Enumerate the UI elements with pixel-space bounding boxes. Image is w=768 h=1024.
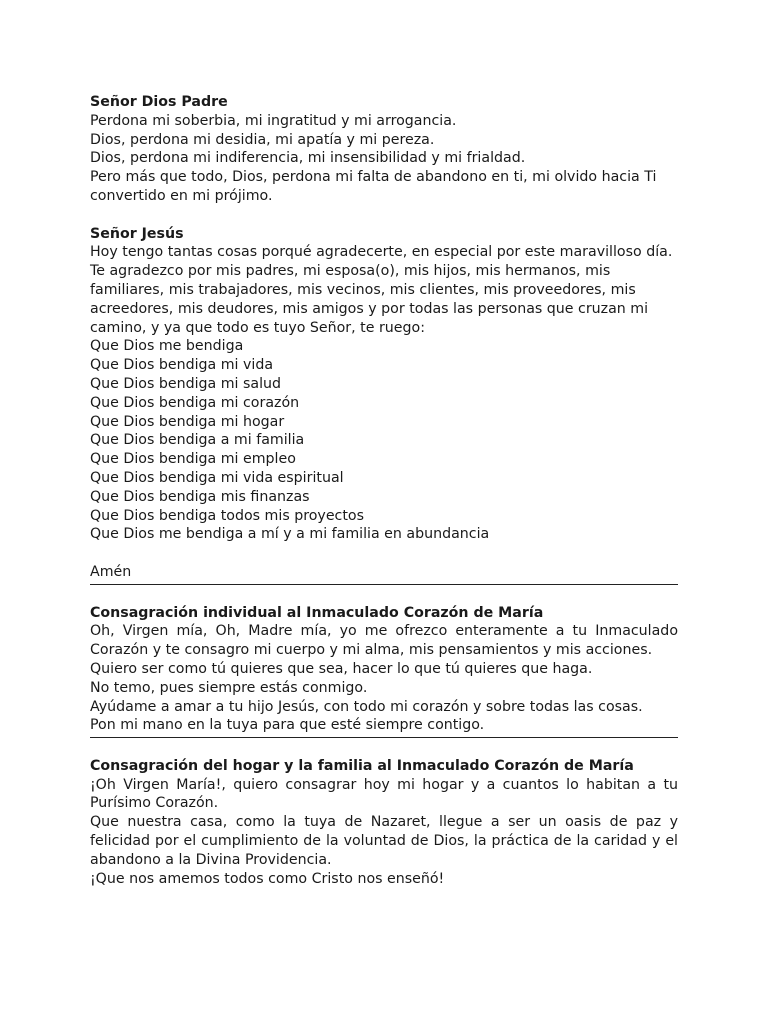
prayer-line: Dios, perdona mi desidia, mi apatía y mi pereza.: [90, 131, 435, 148]
amen-line: Amén: [90, 563, 132, 580]
spacer: [90, 585, 678, 604]
blessing-line: Que Dios bendiga mis finanzas: [90, 488, 310, 505]
section-senor-dios-padre: [90, 93, 678, 206]
section-consagracion-individual: [90, 604, 678, 738]
prayer-paragraph: ¡Oh Virgen María!, quiero consagrar hoy mi hogar y a cuantos lo habitan a tu Purísimo Corazón.: [90, 776, 678, 812]
prayer-paragraph: No temo, pues siempre estás conmigo.: [90, 679, 368, 696]
blessing-line: Que Dios bendiga mi corazón: [90, 394, 300, 411]
section-senor-jesus: [90, 225, 678, 584]
spacer: [90, 544, 678, 563]
blessing-line: Que Dios bendiga a mi familia: [90, 432, 305, 449]
document-page: [90, 93, 678, 888]
prayer-paragraph: ¡Que nos amemos todos como Cristo nos enseñó!: [90, 870, 445, 887]
blessing-line: Que Dios bendiga mi vida: [90, 357, 274, 374]
prayer-paragraph: Quiero ser como tú quieres que sea, hacer lo que tú quieres que haga.: [90, 660, 593, 677]
prayer-paragraph: Hoy tengo tantas cosas porqué agradecerte, en especial por este maravilloso día. Te agradezco por mis padres, mi esposa(o), mis hijos, mis hermanos, mis familiares, mis trabajadores, mis vecinos, mis clientes, mis proveedores, mis acreedores, mis deudores, mis amigos y por todas las personas que cruzan mi camino, y ya que todo es tuyo Señor, te ruego:: [90, 244, 673, 336]
prayer-line: Dios, perdona mi indiferencia, mi insensibilidad y mi frialdad.: [90, 150, 526, 167]
prayer-line: Perdona mi soberbia, mi ingratitud y mi arrogancia.: [90, 112, 457, 129]
spacer: [90, 738, 678, 757]
blessing-list: [90, 337, 678, 544]
section-consagracion-hogar: [90, 757, 678, 889]
spacer: [90, 206, 678, 225]
blessing-line: Que Dios me bendiga: [90, 338, 244, 355]
section-title: Señor Dios Padre: [90, 94, 228, 110]
prayer-paragraph: Ayúdame a amar a tu hijo Jesús, con todo mi corazón y sobre todas las cosas.: [90, 698, 643, 715]
blessing-line: Que Dios me bendiga a mí y a mi familia en abundancia: [90, 526, 490, 543]
prayer-paragraph: Que nuestra casa, como la tuya de Nazaret, llegue a ser un oasis de paz y felicidad por el cumplimiento de la voluntad de Dios, la práctica de la caridad y el abandono a la Divina Providencia.: [90, 814, 678, 868]
section-title: Señor Jesús: [90, 225, 184, 242]
prayer-paragraph: Pero más que todo, Dios, perdona mi falta de abandono en ti, mi olvido hacia Ti convertido en mi prójimo.: [90, 169, 657, 204]
blessing-line: Que Dios bendiga mi vida espiritual: [90, 469, 344, 486]
blessing-line: Que Dios bendiga todos mis proyectos: [90, 507, 364, 524]
blessing-line: Que Dios bendiga mi salud: [90, 375, 282, 392]
blessing-line: Que Dios bendiga mi hogar: [90, 413, 285, 430]
blessing-line: Que Dios bendiga mi empleo: [90, 451, 296, 468]
section-title: Consagración individual al Inmaculado Corazón de María: [90, 604, 544, 621]
prayer-paragraph: Oh, Virgen mía, Oh, Madre mía, yo me ofrezco enteramente a tu Inmaculado Corazón y te consagro mi cuerpo y mi alma, mis pensamientos y mis acciones.: [90, 623, 678, 659]
section-title: Consagración del hogar y la familia al Inmaculado Corazón de María: [90, 757, 634, 774]
prayer-paragraph: Pon mi mano en la tuya para que esté siempre contigo.: [90, 717, 485, 734]
